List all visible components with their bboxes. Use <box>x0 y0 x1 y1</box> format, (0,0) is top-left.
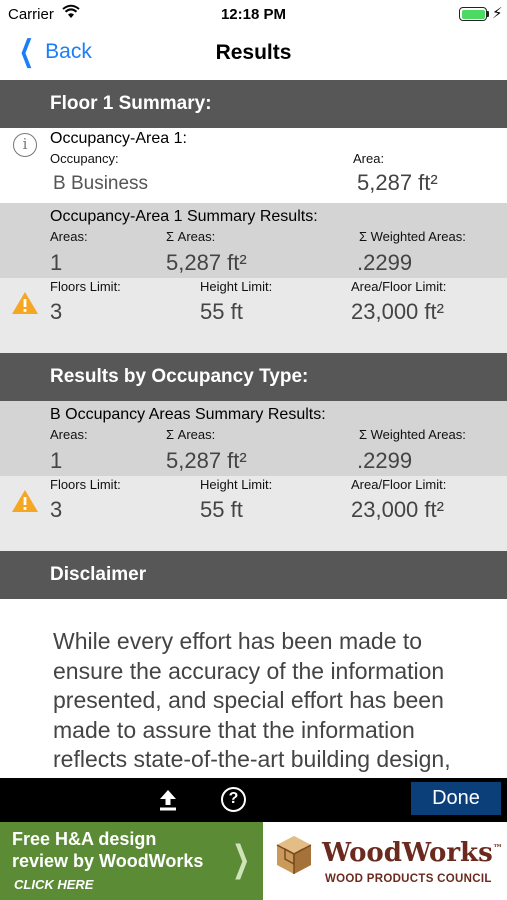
chevron-right-icon: ❯ <box>232 838 251 879</box>
b-sum-areas-value: 5,287 ft² <box>166 448 247 473</box>
status-bar <box>0 0 507 30</box>
back-label: Back <box>45 40 92 63</box>
b-height-limit-value: 55 ft <box>200 497 243 522</box>
warning-icon <box>11 291 39 315</box>
b-area-floor-limit-label: Area/Floor Limit: <box>351 477 447 492</box>
area-label: Area: <box>353 151 385 166</box>
ad-click-here[interactable]: CLICK HERE <box>14 877 94 892</box>
battery-fill <box>462 10 485 19</box>
section-header-floor-summary: Floor 1 Summary: <box>0 80 507 128</box>
help-icon[interactable]: ? <box>221 787 246 812</box>
b-area-floor-limit-value: 23,000 ft² <box>351 497 444 522</box>
b-floors-limit-label: Floors Limit: <box>50 477 121 492</box>
area-floor-limit-label: Area/Floor Limit: <box>351 279 447 294</box>
weighted-areas-label: Σ Weighted Areas: <box>359 229 466 244</box>
woodworks-brand <box>322 838 503 868</box>
share-icon[interactable] <box>157 788 179 812</box>
occupancy-value: B Business <box>53 173 149 194</box>
b-sum-areas-label: Σ Areas: <box>166 427 216 442</box>
section-header-disclaimer: Disclaimer <box>0 551 507 599</box>
b-height-limit-label: Height Limit: <box>200 477 273 492</box>
ad-headline <box>12 828 203 872</box>
occupancy-label: Occupancy: <box>50 151 119 166</box>
done-button[interactable]: Done <box>411 782 501 815</box>
clock: 12:18 PM <box>220 6 287 23</box>
battery-icon <box>459 7 487 21</box>
b-weighted-areas-label: Σ Weighted Areas: <box>359 427 466 442</box>
height-limit-value: 55 ft <box>200 299 243 324</box>
b-summary-title: B Occupancy Areas Summary Results: <box>50 406 326 423</box>
woodworks-logo-icon <box>274 834 314 876</box>
b-weighted-areas-value: .2299 <box>357 448 413 473</box>
woodworks-subtitle: WOOD PRODUCTS COUNCIL <box>325 873 492 885</box>
brand-name: WoodWorks <box>322 838 493 868</box>
bottom-toolbar <box>0 778 507 822</box>
sum-areas-label: Σ Areas: <box>166 229 216 244</box>
ad-line-1: Free H&A design <box>12 829 157 849</box>
carrier-label: Carrier <box>8 6 54 23</box>
section-header-by-occupancy: Results by Occupancy Type: <box>0 353 507 401</box>
height-limit-label: Height Limit: <box>200 279 273 294</box>
b-areas-value: 1 <box>50 448 63 473</box>
disclaimer-text: While every effort has been made to ensure the accuracy of the information presented, and special effort has been made to assure that the information reflects state-of-the-art building design, <box>53 628 451 772</box>
areas-label: Areas: <box>50 229 88 244</box>
b-floors-limit-value: 3 <box>50 497 63 522</box>
page-title: Results <box>215 41 292 64</box>
areas-value: 1 <box>50 250 63 275</box>
b-areas-label: Areas: <box>50 427 88 442</box>
occupancy-area-title: Occupancy-Area 1: <box>50 130 187 147</box>
trademark: ™ <box>492 843 503 855</box>
ad-line-2: review by WoodWorks <box>12 851 204 871</box>
summary-results-title: Occupancy-Area 1 Summary Results: <box>50 208 318 225</box>
floors-limit-label: Floors Limit: <box>50 279 121 294</box>
area-floor-limit-value: 23,000 ft² <box>351 299 444 324</box>
navigation-bar <box>0 30 507 78</box>
area-value: 5,287 ft² <box>357 170 438 195</box>
weighted-areas-value: .2299 <box>357 250 413 275</box>
chevron-left-icon: ❮ <box>19 35 35 68</box>
sum-areas-value: 5,287 ft² <box>166 250 247 275</box>
warning-icon <box>11 489 39 513</box>
info-icon[interactable]: i <box>13 133 37 157</box>
charging-bolt-icon: ⚡ <box>492 5 503 22</box>
battery-cap <box>487 11 489 17</box>
floors-limit-value: 3 <box>50 299 63 324</box>
